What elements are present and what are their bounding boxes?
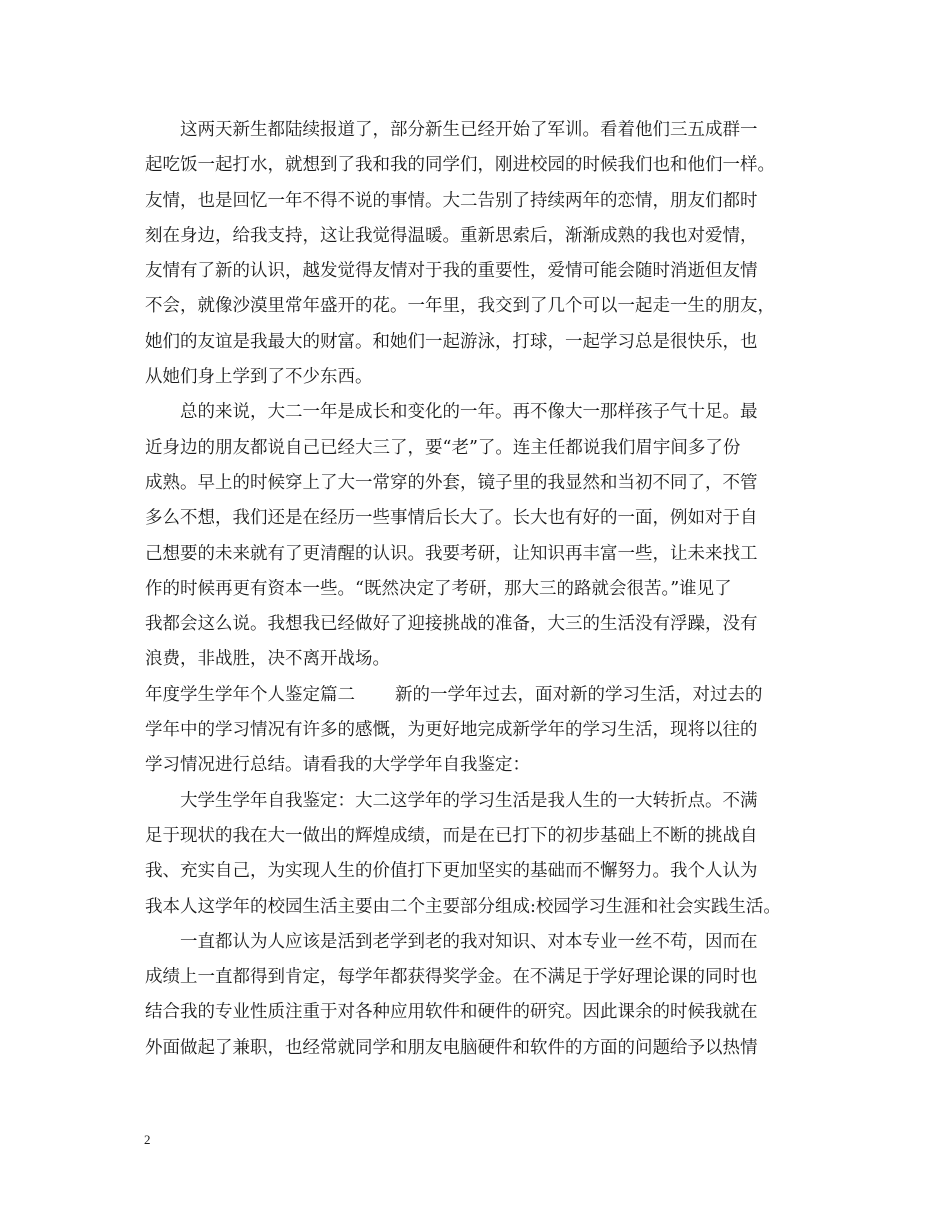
section-heading: 年度学生学年个人鉴定篇二 (145, 684, 355, 705)
text-line: 作的时候再更有资本一些。“既然决定了考研，那大三的路就会很苦。”谁见了 (145, 578, 732, 599)
text-line: 我本人这学年的校园生活主要由二个主要部分组成:校园学习生涯和社会实践生活。 (145, 896, 781, 917)
page-number: 2 (144, 1132, 151, 1147)
body-text (145, 113, 825, 1066)
text-line: 浪费，非战胜，决不离开战场。 (145, 649, 390, 670)
text-line: 近身边的朋友都说自己已经大三了，要“老”了。连主任都说我们眉宇间多了份 (145, 437, 741, 458)
text-line: 成绩上一直都得到肯定，每学年都获得奖学金。在不满足于学好理论课的同时也 (145, 967, 758, 988)
text-line: 我都会这么说。我想我已经做好了迎接挑战的准备，大三的生活没有浮躁，没有 (145, 614, 758, 635)
text-line: 友情有了新的认识，越发觉得友情对于我的重要性，爱情可能会随时消逝但友情 (145, 261, 758, 282)
text-line: 从她们身上学到了不少东西。 (145, 367, 373, 388)
text-line: 己想要的未来就有了更清醒的认识。我要考研，让知识再丰富一些，让未来找工 (145, 543, 758, 564)
text-line: 多么不想，我们还是在经历一些事情后长大了。长大也有好的一面，例如对于自 (145, 508, 758, 529)
section-heading-line (145, 678, 825, 713)
text-line: 足于现状的我在大一做出的辉煌成绩，而是在已打下的初步基础上不断的挑战自 (145, 825, 758, 846)
text-line: 起吃饭一起打水，就想到了我和我的同学们，刚进校园的时候我们也和他们一样。 (145, 155, 775, 176)
text-line: 刻在身边，给我支持，这让我觉得温暖。重新思索后，渐渐成熟的我也对爱情， (145, 225, 758, 246)
text-line: 总的来说，大二一年是成长和变化的一年。再不像大一那样孩子气十足。最 (145, 402, 758, 423)
text-line: 学年中的学习情况有许多的感慨，为更好地完成新学年的学习生活，现将以往的 (145, 720, 758, 741)
text-line: 学习情况进行总结。请看我的大学学年自我鉴定： (145, 755, 530, 776)
text-line: 结合我的专业性质注重于对各种应用软件和硬件的研究。因此课余的时候我就在 (145, 1002, 758, 1023)
text-line: 友情，也是回忆一年不得不说的事情。大二告别了持续两年的恋情，朋友们都时 (145, 190, 758, 211)
text-line: 不会，就像沙漠里常年盛开的花。一年里，我交到了几个可以一起走一生的朋友， (145, 296, 775, 317)
text-line: 外面做起了兼职，也经常就同学和朋友电脑硬件和软件的方面的问题给予以热情 (145, 1037, 758, 1058)
text-line: 她们的友谊是我最大的财富。和她们一起游泳，打球，一起学习总是很快乐，也 (145, 331, 758, 352)
text-line: 我、充实自己，为实现人生的价值打下更加坚实的基础而不懈努力。我个人认为 (145, 861, 758, 882)
section-intro: 新的一学年过去，面对新的学习生活，对过去的 (395, 684, 763, 705)
text-line: 大学生学年自我鉴定：大二这学年的学习生活是我人生的一大转折点。不满 (145, 790, 758, 811)
text-line: 一直都认为人应该是活到老学到老的我对知识、对本专业一丝不苟，因而在 (145, 931, 758, 952)
text-line: 这两天新生都陆续报道了，部分新生已经开始了军训。看着他们三五成群一 (145, 120, 758, 140)
text-line: 成熟。早上的时候穿上了大一常穿的外套，镜子里的我显然和当初不同了，不管 (145, 472, 758, 493)
